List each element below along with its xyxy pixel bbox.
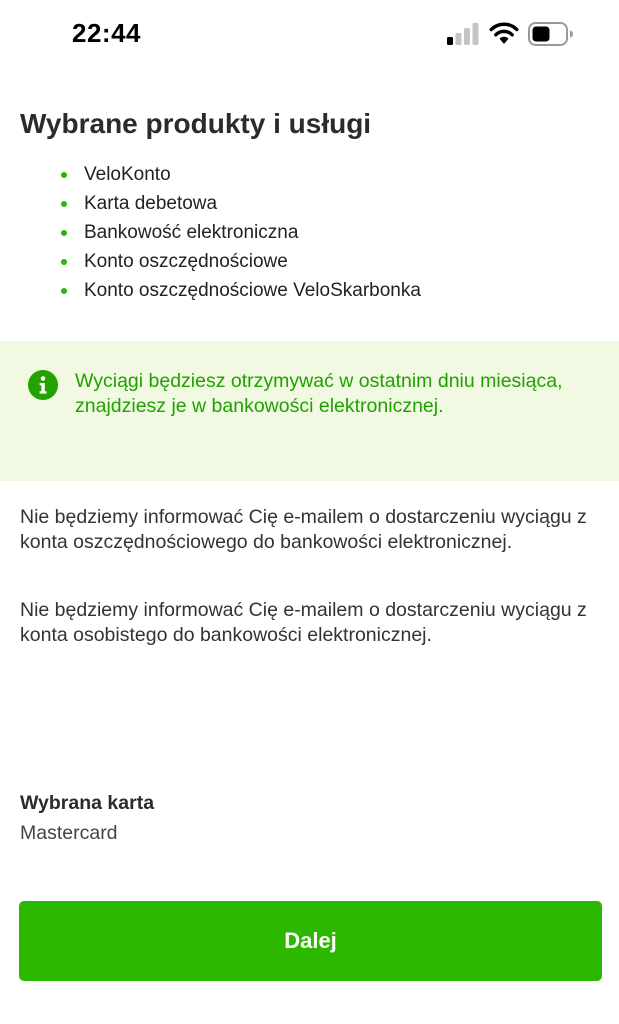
signal-icon [447, 23, 479, 45]
list-item-label: VeloKonto [84, 164, 171, 185]
wifi-icon [489, 22, 519, 44]
page-title: Wybrane produkty i usługi [20, 108, 372, 139]
list-item-label: Konto oszczędnościowe [84, 251, 288, 272]
battery-icon [528, 22, 574, 46]
list-item [0, 189, 619, 218]
info-icon [27, 369, 59, 401]
list-item [0, 276, 619, 305]
bullet-icon [61, 201, 67, 207]
info-banner [0, 341, 619, 481]
list-item [0, 218, 619, 247]
next-button[interactable]: Dalej [19, 901, 602, 981]
selected-card-label: Wybrana karta [20, 792, 155, 814]
info-text: Wyciągi będziesz otrzymywać w ostatnim dniu miesiąca, znajdziesz je w bankowości elektronicznej. [75, 370, 563, 417]
product-list [0, 160, 619, 305]
bullet-icon [61, 288, 67, 294]
bullet-icon [61, 172, 67, 178]
notice-savings-statement: Nie będziemy informować Cię e-mailem o dostarczeniu wyciągu z konta oszczędnościowego do bankowości elektronicznej. [20, 506, 587, 553]
selected-card-value: Mastercard [20, 822, 118, 844]
bullet-icon [61, 230, 67, 236]
list-item [0, 160, 619, 189]
status-bar [0, 0, 619, 70]
list-item-label: Karta debetowa [84, 193, 218, 214]
bullet-icon [61, 259, 67, 265]
list-item [0, 247, 619, 276]
status-time: 22:44 [72, 18, 141, 48]
list-item-label: Bankowość elektroniczna [84, 222, 299, 243]
notice-personal-statement: Nie będziemy informować Cię e-mailem o dostarczeniu wyciągu z konta osobistego do bankowości elektronicznej. [20, 599, 587, 646]
list-item-label: Konto oszczędnościowe VeloSkarbonka [84, 280, 421, 301]
